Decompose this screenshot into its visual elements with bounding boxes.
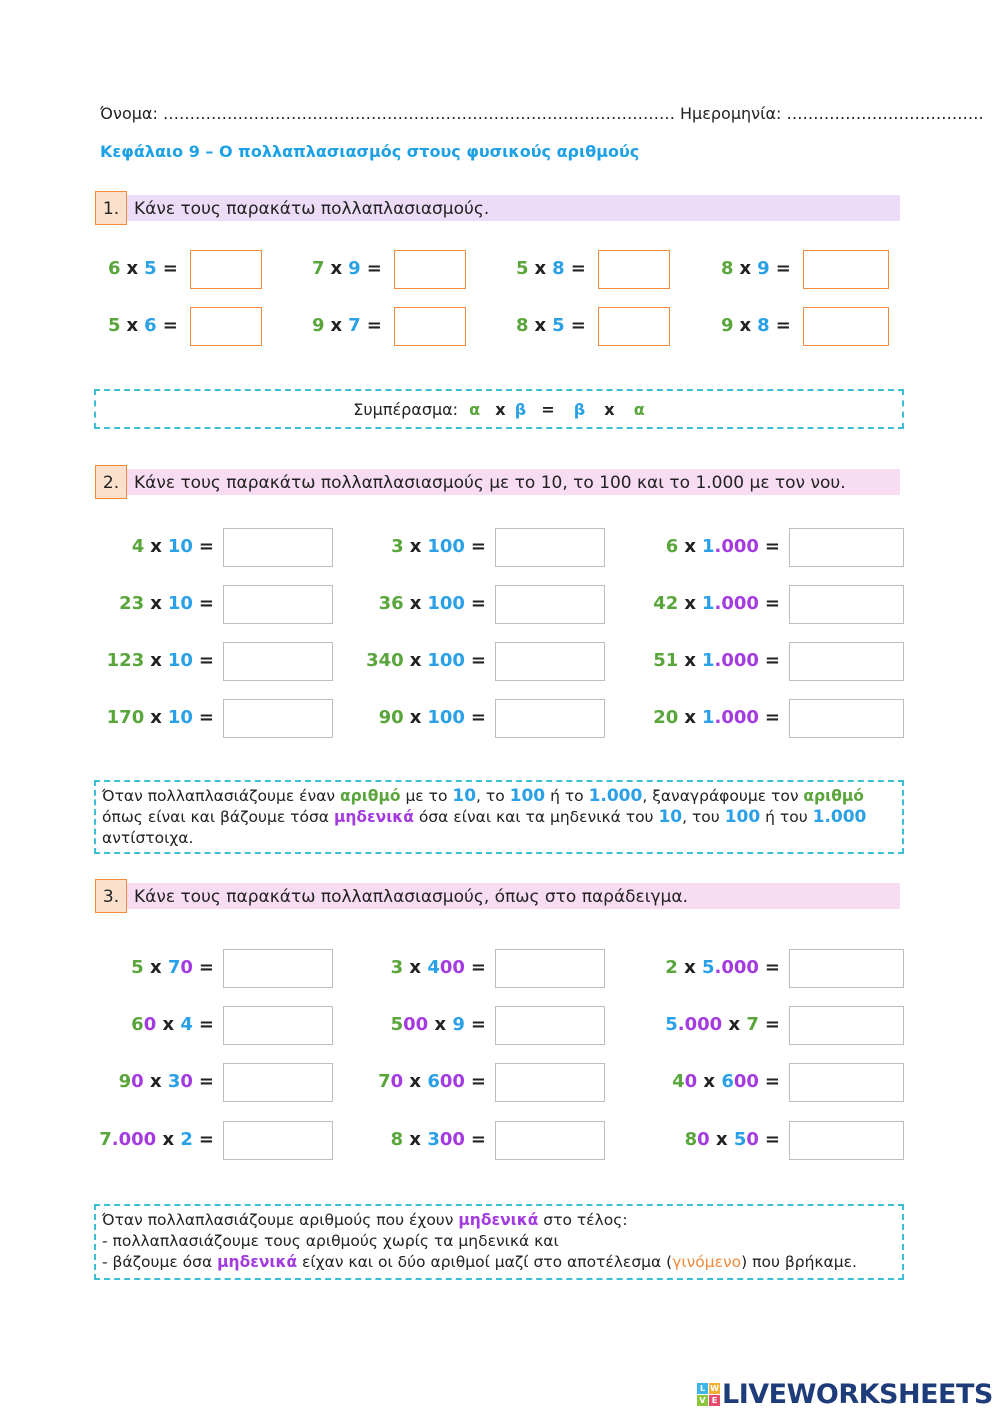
equals-sign: = [198, 707, 214, 728]
note-text: - πολλαπλασιάζουμε τους αριθμούς χωρίς τα μηδενικά και [102, 1232, 559, 1250]
equation [107, 650, 220, 671]
equation-part: 6 [721, 1071, 734, 1092]
liveworksheets-logo [697, 1379, 993, 1410]
answer-box[interactable] [789, 1006, 904, 1045]
factor-b: 10 [167, 593, 193, 614]
equation-part: x [156, 1014, 181, 1035]
factor-a: 3 [391, 536, 404, 557]
equals-sign: = [198, 593, 214, 614]
section3-number: 3. [95, 879, 127, 913]
answer-box[interactable] [495, 1063, 605, 1102]
factor-a: 4 [131, 536, 145, 557]
equation [131, 1014, 220, 1035]
logo-letter: V [697, 1395, 708, 1406]
factor-a: 6 [665, 536, 679, 557]
answer-box[interactable] [789, 585, 904, 624]
equation-part: x [697, 1071, 722, 1092]
factor-b: 10 [167, 650, 193, 671]
answer-box[interactable] [789, 699, 904, 738]
equation-part: 4 [180, 1014, 193, 1035]
factor-a: 8 [721, 258, 734, 279]
equation-part: 6 [131, 1014, 144, 1035]
times-sign: x [684, 593, 696, 614]
section2-number: 2. [95, 465, 127, 499]
factor-a: 23 [119, 593, 145, 614]
answer-box[interactable] [223, 642, 333, 681]
header-line [100, 104, 984, 123]
rule-text-1 [96, 782, 902, 853]
factor-a: 20 [653, 707, 679, 728]
conclusion-a2: α [633, 400, 645, 419]
note-text: όπως είναι και βάζουμε τόσα [102, 808, 334, 826]
factor-a: 36 [378, 593, 404, 614]
rule-box-zeros [94, 1204, 904, 1280]
equation [379, 707, 492, 728]
answer-box[interactable] [190, 250, 262, 289]
times-sign: x [409, 593, 422, 614]
equation-part: 2 [665, 957, 678, 978]
equation-part: 7 [746, 1014, 759, 1035]
equation-part: 5 [733, 1129, 747, 1150]
equation-part: 0 [746, 1129, 759, 1150]
conclusion-line [96, 400, 902, 419]
equals-sign: = [198, 1129, 214, 1150]
answer-box[interactable] [394, 250, 466, 289]
equation [119, 593, 220, 614]
factor-b: 8 [552, 258, 565, 279]
equation-part: x [143, 957, 168, 978]
equals-sign: = [764, 593, 780, 614]
date-dots[interactable]: ………………………………. [786, 104, 984, 123]
equals-sign: = [198, 536, 214, 557]
equation-part: .000 [111, 1129, 157, 1150]
equation-part: 8 [390, 1129, 404, 1150]
answer-box[interactable] [223, 1006, 333, 1045]
equation [366, 650, 492, 671]
note-text: ή το [545, 787, 589, 805]
factor-a: 90 [378, 707, 404, 728]
factor-b: 10 [167, 707, 193, 728]
times-sign: x [409, 650, 422, 671]
factor-b: 9 [757, 258, 770, 279]
note-text: ) που βρήκαμε. [741, 1253, 857, 1271]
equals-sign: = [198, 1014, 214, 1035]
factor-a: 9 [312, 315, 325, 336]
equation [312, 315, 388, 336]
equation-part: 0 [143, 1014, 157, 1035]
equation-part: x [722, 1014, 747, 1035]
note-word-midenika-2: μηδενικά [217, 1253, 298, 1271]
equation-part: 00 [439, 1129, 465, 1150]
note-word-midenika: μηδενικά [333, 808, 414, 826]
times-sign: x [684, 536, 696, 557]
answer-box[interactable] [495, 949, 605, 988]
date-label: Ημερομηνία: [674, 104, 787, 123]
answer-box[interactable] [394, 307, 466, 346]
equation-part: 0 [131, 1071, 144, 1092]
equation [653, 707, 786, 728]
equals-sign: = [470, 1014, 486, 1035]
factor-a: 9 [721, 315, 734, 336]
zeros: .000 [714, 536, 759, 557]
equation [131, 957, 220, 978]
equals-sign: = [162, 258, 178, 279]
times-sign: x [150, 536, 162, 557]
zeros: .000 [714, 593, 759, 614]
answer-box[interactable] [803, 250, 889, 289]
equals-sign: = [570, 315, 586, 336]
equation [516, 315, 592, 336]
equation-part: 4 [427, 957, 440, 978]
note-text: στο τέλος: [538, 1211, 628, 1229]
equation-part: 8 [684, 1129, 698, 1150]
equals-sign: = [764, 957, 780, 978]
logo-letter: L [697, 1383, 708, 1394]
times-sign: x [150, 707, 162, 728]
answer-box[interactable] [789, 1121, 904, 1160]
times-sign: x [534, 315, 547, 336]
equation [721, 315, 797, 336]
equation-part: 7 [99, 1129, 112, 1150]
section2-instruction: Κάνε τους παρακάτω πολλαπλασιασμούς με το 10, το 100 και το 1.000 με τον νου. [134, 473, 846, 493]
equation-part: x [143, 1071, 168, 1092]
equation-part: 0 [390, 1071, 404, 1092]
times-sign: x [739, 258, 752, 279]
equation [378, 1071, 492, 1092]
digit-one: 1 [701, 650, 715, 671]
equation [672, 1071, 786, 1092]
equation-part: x [709, 1129, 734, 1150]
zeros: .000 [714, 650, 759, 671]
logo-icon [697, 1383, 720, 1406]
factor-b: 100 [427, 536, 465, 557]
conclusion-x: x [495, 400, 506, 419]
name-dots[interactable]: …………………………………………………………………………………… [162, 104, 675, 123]
factor-a: 5 [516, 258, 529, 279]
section3-instruction: Κάνε τους παρακάτω πολλαπλασιασμούς, όπως στο παράδειγμα. [134, 887, 688, 907]
note-word-midenika: μηδενικά [458, 1211, 539, 1229]
times-sign: x [150, 650, 162, 671]
factor-a: 7 [312, 258, 325, 279]
equation [312, 258, 388, 279]
equation-part: 3 [390, 957, 404, 978]
answer-box[interactable] [223, 1121, 333, 1160]
equation [685, 1129, 786, 1150]
equation-part: 0 [180, 957, 193, 978]
equation [721, 258, 797, 279]
equation-part: 00 [439, 957, 465, 978]
factor-a: 51 [653, 650, 679, 671]
equals-sign: = [775, 315, 791, 336]
answer-box[interactable] [789, 642, 904, 681]
note-num-1000: 1.000 [588, 786, 643, 806]
equation-part: 00 [403, 1014, 429, 1035]
times-sign: x [330, 258, 343, 279]
factor-b: 6 [144, 315, 157, 336]
factor-b: 8 [757, 315, 770, 336]
answer-box[interactable] [495, 699, 605, 738]
equation [119, 1071, 220, 1092]
equation [132, 536, 220, 557]
factor-a: 5 [108, 315, 121, 336]
equals-sign: = [470, 536, 486, 557]
digit-one: 1 [701, 707, 715, 728]
equation [391, 1129, 492, 1150]
note-word-arithmo-2: αριθμό [803, 787, 864, 805]
note-num-100-b: 100 [724, 807, 761, 827]
equation-part: 5 [665, 1014, 678, 1035]
note-text: , του [682, 808, 725, 826]
equals-sign: = [470, 957, 486, 978]
times-sign: x [409, 707, 422, 728]
factor-b: 5 [144, 258, 157, 279]
equation [665, 1014, 786, 1035]
times-sign: x [409, 536, 422, 557]
answer-box[interactable] [789, 1063, 904, 1102]
equation-part: 3 [427, 1129, 440, 1150]
equals-sign: = [764, 536, 780, 557]
equation [107, 707, 220, 728]
digit-one: 1 [701, 593, 715, 614]
answer-box[interactable] [495, 642, 605, 681]
conclusion-a: α [469, 400, 481, 419]
note-num-1000-b: 1.000 [812, 807, 867, 827]
note-text: Όταν πολλαπλασιάζουμε αριθμούς που έχουν [102, 1211, 459, 1229]
answer-box[interactable] [803, 307, 889, 346]
equation [391, 957, 492, 978]
equation [516, 258, 592, 279]
factor-a: 123 [106, 650, 145, 671]
factor-b [702, 650, 759, 671]
conclusion-eq: = [541, 400, 555, 419]
answer-box[interactable] [789, 528, 904, 567]
equals-sign: = [764, 650, 780, 671]
note-num-100: 100 [509, 786, 546, 806]
equation-part: 6 [427, 1071, 440, 1092]
conclusion-box [94, 389, 904, 429]
note-text: ή του [760, 808, 813, 826]
answer-box[interactable] [223, 949, 333, 988]
equation-part: .000 [677, 1014, 723, 1035]
equation [653, 593, 786, 614]
factor-a: 8 [516, 315, 529, 336]
equation-part: x [403, 957, 428, 978]
equation-part: .000 [714, 957, 759, 978]
equation-part: 5 [701, 957, 715, 978]
factor-b [702, 707, 759, 728]
equals-sign: = [470, 650, 486, 671]
answer-box[interactable] [190, 307, 262, 346]
factor-b: 5 [552, 315, 565, 336]
factor-b: 7 [348, 315, 361, 336]
factor-a: 6 [108, 258, 121, 279]
equals-sign: = [470, 707, 486, 728]
equation-part: 0 [180, 1071, 193, 1092]
note-num-10: 10 [452, 786, 477, 806]
equals-sign: = [198, 650, 214, 671]
conclusion-b2: β [573, 400, 586, 419]
equation [665, 957, 786, 978]
equals-sign: = [470, 1129, 486, 1150]
answer-box[interactable] [495, 1006, 605, 1045]
equals-sign: = [198, 957, 214, 978]
note-text: όσα είναι και τα μηδενικά του [413, 808, 659, 826]
times-sign: x [330, 315, 343, 336]
note-text: Όταν πολλαπλασιάζουμε έναν [102, 787, 341, 805]
times-sign: x [684, 650, 696, 671]
equation-part: 7 [167, 957, 181, 978]
answer-box[interactable] [223, 1063, 333, 1102]
factor-b [702, 536, 759, 557]
equation-part: 2 [180, 1129, 193, 1150]
equation-part: 0 [684, 1071, 698, 1092]
equals-sign: = [162, 315, 178, 336]
factor-b: 9 [348, 258, 361, 279]
logo-text: LIVEWORKSHEETS [722, 1379, 993, 1410]
note-text: είχαν και οι δύο αριθμοί μαζί στο αποτέλεσμα ( [297, 1253, 673, 1271]
equation-part: 4 [672, 1071, 685, 1092]
factor-b: 100 [427, 593, 465, 614]
factor-a: 170 [106, 707, 145, 728]
times-sign: x [684, 707, 696, 728]
times-sign: x [739, 315, 752, 336]
equation-part: x [403, 1071, 428, 1092]
equation [666, 536, 786, 557]
answer-box[interactable] [495, 1121, 605, 1160]
note-text: , το [476, 787, 510, 805]
answer-box[interactable] [598, 307, 670, 346]
logo-letter: W [710, 1384, 719, 1393]
equals-sign: = [764, 1129, 780, 1150]
equation-part: 00 [733, 1071, 759, 1092]
note-text: , ξαναγράφουμε τον [642, 787, 804, 805]
conclusion-label: Συμπέρασμα: [353, 400, 459, 419]
equation-part: x [156, 1129, 181, 1150]
factor-b: 100 [427, 650, 465, 671]
times-sign: x [126, 315, 139, 336]
note-text: - βάζουμε όσα [102, 1253, 218, 1271]
factor-b [702, 593, 759, 614]
name-label: Όνομα: [100, 104, 163, 123]
section1-number: 1. [95, 191, 127, 225]
equals-sign: = [775, 258, 791, 279]
equation-part: 5 [390, 1014, 404, 1035]
equals-sign: = [198, 1071, 214, 1092]
section1-instruction: Κάνε τους παρακάτω πολλαπλασιασμούς. [134, 199, 490, 219]
times-sign: x [150, 593, 162, 614]
equation-part: 3 [167, 1071, 181, 1092]
times-sign: x [126, 258, 139, 279]
zeros: .000 [714, 707, 759, 728]
conclusion-b: β [514, 400, 527, 419]
equation-part: 9 [452, 1014, 465, 1035]
answer-box[interactable] [495, 528, 605, 567]
equation [99, 1129, 220, 1150]
factor-b: 100 [427, 707, 465, 728]
equation-part: 9 [118, 1071, 132, 1092]
equals-sign: = [470, 593, 486, 614]
equation [653, 650, 786, 671]
factor-a: 42 [653, 593, 679, 614]
rule-box-10-100-1000 [94, 780, 904, 854]
equals-sign: = [570, 258, 586, 279]
times-sign: x [534, 258, 547, 279]
factor-a: 340 [366, 650, 404, 671]
equation [391, 1014, 492, 1035]
equation-part: x [428, 1014, 453, 1035]
equation-part: 7 [378, 1071, 391, 1092]
conclusion-x2: x [604, 400, 615, 419]
equation-part: 00 [439, 1071, 465, 1092]
answer-box[interactable] [223, 699, 333, 738]
equals-sign: = [366, 258, 382, 279]
answer-box[interactable] [789, 949, 904, 988]
equation-part: 5 [131, 957, 144, 978]
note-word-arithmo: αριθμό [340, 787, 401, 805]
answer-box[interactable] [598, 250, 670, 289]
note-text: με το [400, 787, 453, 805]
note-text: αντίστοιχα. [102, 829, 194, 847]
equation [379, 593, 492, 614]
rule-text-2 [96, 1206, 902, 1277]
equation-part: x [403, 1129, 428, 1150]
note-word-ginomeno: γινόμενο [672, 1253, 742, 1271]
equation [391, 536, 492, 557]
equation [108, 258, 184, 279]
note-num-10-b: 10 [658, 807, 683, 827]
answer-box[interactable] [223, 585, 333, 624]
equals-sign: = [470, 1071, 486, 1092]
equals-sign: = [366, 315, 382, 336]
chapter-title: Κεφάλαιο 9 – Ο πολλαπλασιασμός στους φυσικούς αριθμούς [100, 142, 640, 161]
equation-part: x [677, 957, 702, 978]
logo-letter: E [709, 1395, 720, 1406]
answer-box[interactable] [495, 585, 605, 624]
equals-sign: = [764, 1014, 780, 1035]
digit-one: 1 [701, 536, 715, 557]
equation-part: 0 [697, 1129, 710, 1150]
equals-sign: = [764, 1071, 780, 1092]
factor-b: 10 [167, 536, 193, 557]
equation [108, 315, 184, 336]
answer-box[interactable] [223, 528, 333, 567]
equals-sign: = [764, 707, 780, 728]
